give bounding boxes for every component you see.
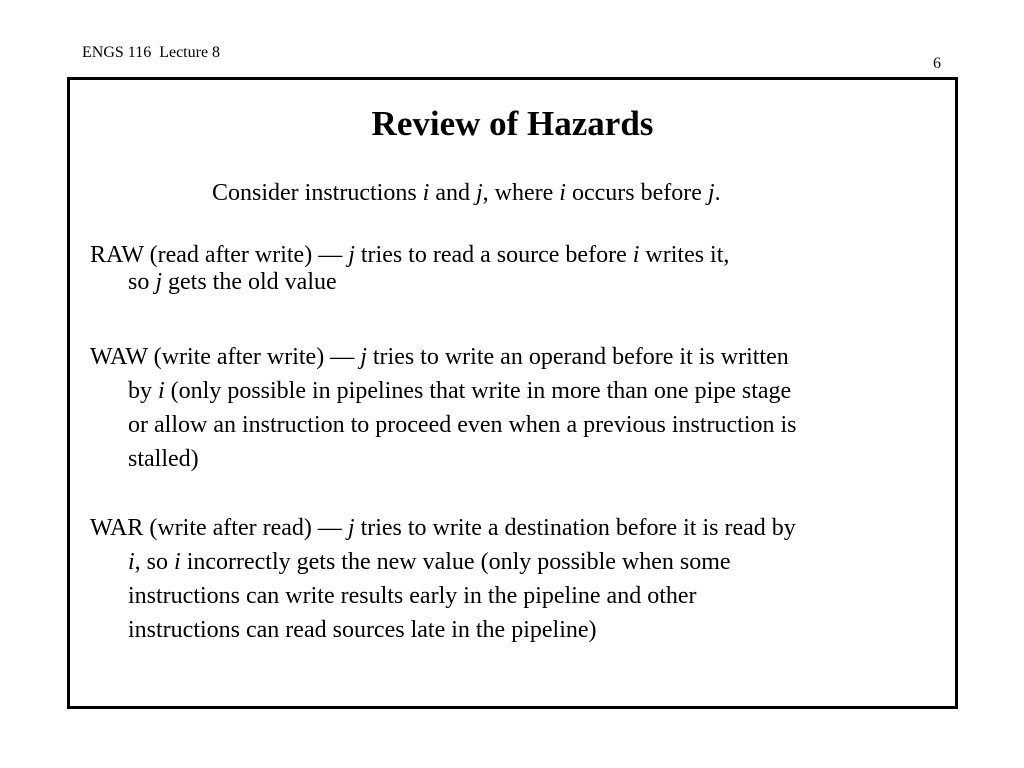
lecture-header: ENGS 116 Lecture 8	[82, 44, 221, 61]
hazard-text: incorrectly gets the new value (only possible when some	[180, 549, 731, 575]
hazard-text: gets the old value	[162, 269, 337, 295]
hazard-text: (only possible in pipelines that write in more than one pipe stage	[164, 378, 792, 404]
slide-title	[70, 104, 955, 144]
hazard-raw-term: RAW (read after write) —	[90, 242, 349, 268]
hazard-waw-line-4: stalled)	[128, 446, 199, 472]
intro-text: , where	[482, 180, 560, 206]
hazard-text: writes it,	[639, 242, 730, 268]
hazard-waw-term: WAW (write after write) —	[90, 344, 361, 370]
var-i: i	[158, 378, 165, 404]
var-i: i	[174, 549, 181, 575]
intro-var-j: j	[475, 180, 483, 206]
hazard-waw-line-3: or allow an instruction to proceed even when a previous instruction is	[128, 412, 797, 438]
slide-title-text: Review of Hazards	[371, 104, 654, 143]
var-j: j	[360, 344, 367, 370]
hazard-text: tries to read a source before	[354, 242, 633, 268]
hazard-text: by	[128, 378, 158, 404]
hazard-raw	[90, 242, 940, 296]
intro-text: .	[714, 180, 721, 206]
var-j: j	[348, 242, 355, 268]
var-i: i	[632, 242, 640, 268]
hazard-war-line-4: instructions can read sources late in the pipeline)	[128, 617, 597, 643]
var-j: j	[347, 515, 355, 541]
slide-frame	[67, 77, 958, 709]
var-i: i	[128, 549, 135, 575]
hazard-text: tries to write an operand before it is written	[366, 344, 789, 370]
hazard-raw-line-2	[90, 269, 940, 296]
hazard-text: tries to write a destination before it is read by	[354, 515, 796, 541]
hazard-war-term: WAR (write after read) —	[90, 515, 348, 541]
hazard-war-line-2	[90, 545, 940, 579]
hazard-waw-line-1	[90, 340, 940, 374]
hazard-waw	[90, 340, 940, 476]
hazard-text: , so	[134, 549, 175, 575]
hazard-raw-line-1	[90, 242, 940, 269]
var-j: j	[155, 269, 163, 295]
intro-var-j: j	[707, 180, 715, 206]
intro-sentence	[212, 180, 721, 207]
page-number: 6	[933, 55, 941, 72]
intro-text: Consider instructions	[212, 180, 423, 206]
hazard-war-line-3: instructions can write results early in the pipeline and other	[128, 583, 697, 609]
hazard-war	[90, 511, 940, 647]
intro-text: occurs before	[565, 180, 708, 206]
intro-text: and	[429, 180, 476, 206]
hazard-war-line-1	[90, 511, 940, 545]
intro-var-i: i	[422, 180, 430, 206]
hazard-waw-line-2	[90, 374, 940, 408]
hazard-text: so	[128, 269, 156, 295]
intro-var-i: i	[559, 180, 566, 206]
